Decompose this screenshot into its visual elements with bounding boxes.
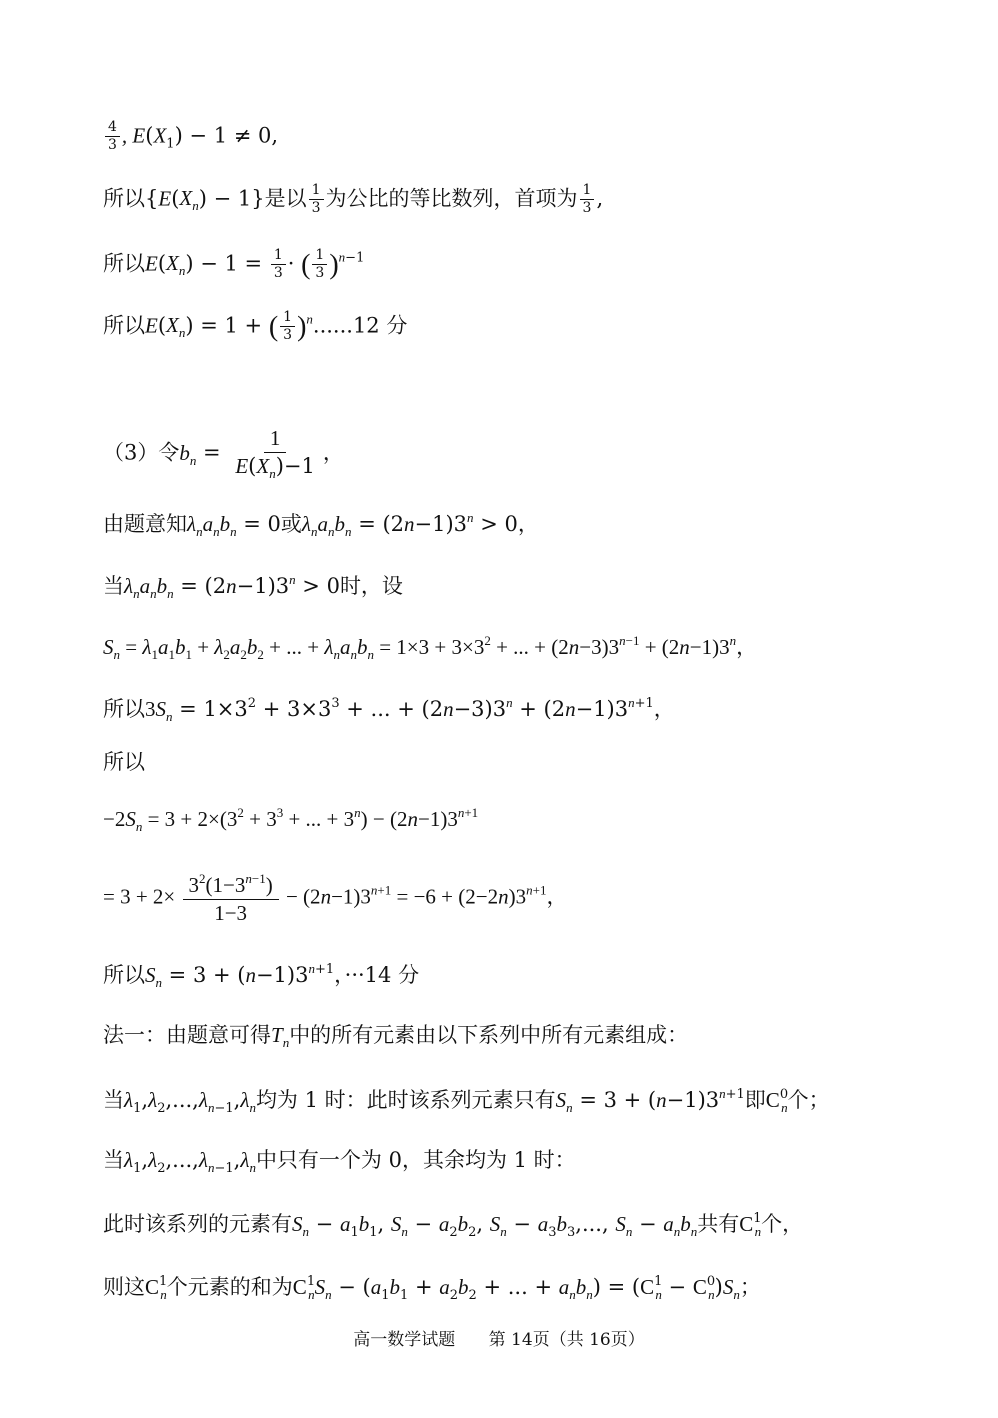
equation-line-14: 法一：由题意可得$T_n$中的所有元素由以下系列中所有元素组成：	[103, 1023, 689, 1050]
equation-line-11: $-2S_n = 3 + 2\times(3^2 + 3^3$ + ... + $3^n) - (2n-1)3^{n+1}$	[103, 805, 479, 834]
equation-line-8: $S_n = \lambda_1a_1b_1 + \lambda_2a_2b_2$ + ... + $\lambda_na_nb_n = 1\times 3 + 3\times 3^2$ + ... + $(2n-3)3^{n-1} + (2n-1)3^n$，	[103, 633, 758, 662]
equation-line-18: 则这$C^1_n$个元素的和为$C^1_nS_n - (a_1b_1 + a_2b_2$ + ... + $a_nb_n) = (C^1_n - C^0_n)S_n$；	[103, 1274, 761, 1303]
equation-line-16: 当$\lambda_1,\lambda_2,...,\lambda_{n-1},\lambda_n$中只有一个为 0，其余均为 1 时：	[103, 1148, 576, 1176]
equation-line-1: $\frac{4}{3}$ , $E(X_1) - 1 \ne 0$,	[103, 120, 278, 154]
equation-line-5: （3）令$b_n$ = $\frac{1}{E(X_n)-1}$ ，	[103, 426, 344, 482]
equation-line-3: 所以$E(X_n) - 1$ = $\frac{1}{3}$ · ( $\frac{1}{3}$ )$^{n-1}$	[103, 247, 365, 282]
page-footer	[0, 1325, 998, 1350]
equation-line-4: 所以$E(X_n) = 1$ + ( $\frac{1}{3}$ )$^n$......12 分	[103, 309, 408, 344]
equation-line-7: 当$\lambda_na_nb_n = (2n-1)3^n > 0$时，设	[103, 572, 403, 601]
footer-subject: 高一数学试题	[353, 1330, 456, 1350]
equation-line-13: 所以$S_n = 3 + (n-1)3^{n+1}$，···14 分	[103, 961, 420, 990]
equation-line-15: 当$\lambda_1,\lambda_2,...,\lambda_{n-1},\lambda_n$均为 1 时：此时该系列元素只有$S_n = 3 + (n-1)3^{n+1}$即$C^0_n$个；	[103, 1086, 830, 1116]
equation-line-12: = 3 + 2× $\frac{3^2(1-3^{n-1})}{1-3}$ − $(2n-1)3^{n+1} = -6 + (2-2n)3^{n+1}$，	[103, 871, 568, 926]
equation-line-17: 此时该系列的元素有$S_n - a_1b_1$, $S_n - a_2b_2$, $S_n - a_3b_3$,..., $S_n - a_nb_n$共有$C^1_n$个，	[103, 1211, 804, 1240]
equation-line-2: 所以$\{E(X_n) - 1\}$是以 $\frac{1}{3}$ 为公比的等比数列，首项为 $\frac{1}{3}$ ,	[103, 182, 604, 217]
equation-line-6: 由题意知$\lambda_na_nb_n = 0$或$\lambda_na_nb_n = (2n-1)3^n > 0$，	[103, 510, 539, 539]
footer-page-number: 第 14页（共 16页）	[488, 1330, 645, 1350]
equation-line-9: 所以$3S_n = 1\times 3^2 + 3\times 3^3$ + ... + $(2n-3)3^n + (2n-1)3^{n+1}$，	[103, 695, 675, 724]
equation-line-10: 所以	[103, 750, 145, 774]
